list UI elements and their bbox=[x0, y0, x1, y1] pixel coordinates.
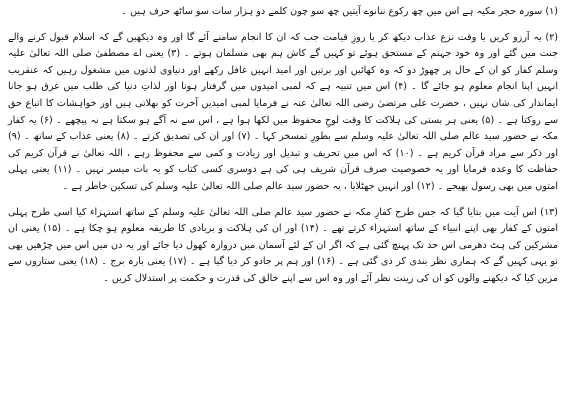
paragraph-commentary-continued: (۱۳) اس آیت میں بتایا گیا کہ جس طرح کفارِ مکہ نے حضور سید عالم صلی اللہ تعالیٰ علیہ وسلم کے ساتھ استہزاء کیا اسی طرح پہلی امتوں کے کفار بھی اپنے انبیاء کے ساتھ استہزاء کرتے تھے ۔ (۱۴) اور ان کی ہلاکت و بربادی کا طریقہ معلوم ہو چکا ہے ۔ (۱۵) یعنی ان مشرکین کی ہٹ دھرمی اس حد تک پہنچ گئی ہے کہ اگر ان کے لئے آسمان میں دروازہ کھول دیا جائے اور یہ دن میں اس میں چڑھیں بھی تو یہی کہیں گے کہ ہماری نظر بندی کر دی گئی ہے ۔ (۱۶) اور ہم پر جادو کر دیا گیا ہے ۔ (۱۷) یعنی بارہ برج ۔ (۱۸) یعنی ستاروں سے مزین کیا کہ دیکھنے والوں کو ان کی زینت نظر آئے اور وہ اس سے اپنے خالق کی قدرت و حکمت پر استدلال کریں ۔ bbox=[8, 206, 559, 284]
paragraph-commentary: (۲) یہ آرزو کریں یا وقت نزع عذاب دیکھ کر یا روزِ قیامت جب کہ ان کا انجام سامنے آئے گا اور وہ دیکھیں گے کہ اسلام قبول کرنے والے جنت میں گئے اور وہ خود جہنم کے مستحق ہوئے تو کہیں گے کاش ہم بھی مسلمان ہوتے ۔ (۳) یعنی اے مصطفیٰ صلی اللہ تعالیٰ علیہ وسلم کفار کو ان کے حال پر چھوڑ دو کہ وہ کھائیں اور برتیں اور امید انہیں غافل رکھے اور دنیاوی لذتوں میں مشغول رہیں کہ عنقریب انہیں اپنا انجام معلوم ہو جائے گا ۔ (۴) اس میں تنبیہ ہے کہ لمبی امیدوں میں گرفتار ہونا اور لذاتِ دنیا کی طلب میں غرق ہو جانا ایماندار کی شان نہیں ، حضرت علی مرتضیٰ رضی اللہ تعالیٰ عنہ نے فرمایا لمبی امیدیں آخرت کو بھلاتی ہیں اور خواہشات کا اتباع حق سے روکتا ہے ۔ (۵) یعنی ہر بستی کی ہلاکت کا وقت لوحِ محفوظ میں لکھا ہوا ہے ، اس سے نہ آگے ہو سکتا ہے نہ پیچھے ۔ (۶) یہ کفار مکہ نے حضور سید عالم صلی اللہ تعالیٰ علیہ وسلم سے بطورِ تمسخر کہا ۔ (۷) اور ان کی تصدیق کرتے ۔ (۸) یعنی عذاب کے ساتھ ۔ (۹) اور ذکر سے مراد قرآن کریم ہے ۔ (۱۰) کہ اس میں تحریف و تبدیل اور زیادت و کمی سے محفوظ رہے ، اللہ تعالیٰ نے قرآن کریم کی حفاظت کا وعدہ فرمایا اور یہ خصوصیت صرف قرآن شریف ہی کی ہے دوسری کسی کتاب کو یہ بات میسر نہیں ۔ (۱۱) یعنی پہلی امتوں میں بھی رسول بھیجے ۔ (۱۲) اور انہیں جھٹلایا ، یہ حضور سید عالم صلی اللہ تعالیٰ علیہ وسلم کی تسکین خاطر ہے ۔ bbox=[8, 31, 559, 192]
paragraph-intro: (۱) سورہ حجر مکیہ ہے اس میں چھ رکوع ننانوے آیتیں چھ سو چون کلمے دو ہزار سات سو ساٹھ حرف ہیں ۔ bbox=[121, 6, 558, 17]
